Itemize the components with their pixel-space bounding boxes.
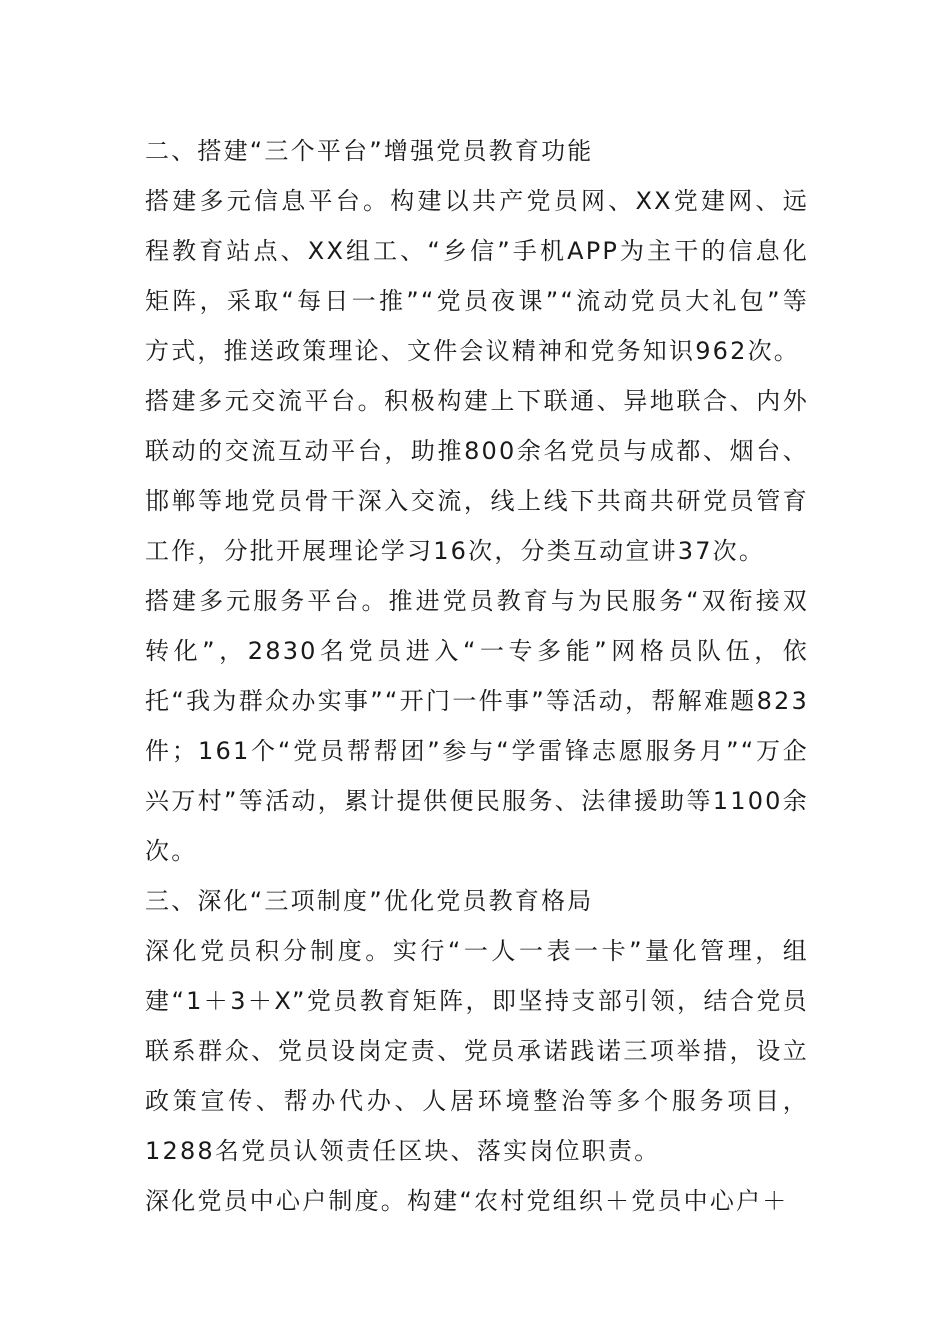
document-body [145,126,809,1226]
paragraph-info-platform: 搭建多元信息平台。构建以共产党员网、XX党建网、远程教育站点、XX组工、“乡信”手机APP为主干的信息化矩阵，采取“每日一推”“党员夜课”“流动党员大礼包”等方式，推送政策理论、文件会议精神和党务知识962次。 [145,187,809,365]
paragraph-exchange-platform: 搭建多元交流平台。积极构建上下联通、异地联合、内外联动的交流互动平台，助推800余名党员与成都、烟台、邯郸等地党员骨干深入交流，线上线下共商共研党员管育工作，分批开展理论学习16次，分类互动宣讲37次。 [145,387,809,565]
paragraph-service-platform: 搭建多元服务平台。推进党员教育与为民服务“双衔接双转化”，2830名党员进入“一专多能”网格员队伍，依托“我为群众办实事”“开门一件事”等活动，帮解难题823件；161个“党员帮帮团”参与“学雷锋志愿服务月”“万企兴万村”等活动，累计提供便民服务、法律援助等1100余次。 [145,587,809,865]
paragraph-points-system: 深化党员积分制度。实行“一人一表一卡”量化管理，组建“1＋3＋X”党员教育矩阵，即坚持支部引领，结合党员联系群众、党员设岗定责、党员承诺践诺三项举措，设立政策宣传、帮办代办、人居环境整治等多个服务项目，1288名党员认领责任区块、落实岗位职责。 [145,937,809,1165]
paragraph-central-household: 深化党员中心户制度。构建“农村党组织＋党员中心户＋ [145,1187,789,1215]
section-heading-two: 二、搭建“三个平台”增强党员教育功能 [145,137,594,165]
section-heading-three: 三、深化“三项制度”优化党员教育格局 [145,887,594,915]
